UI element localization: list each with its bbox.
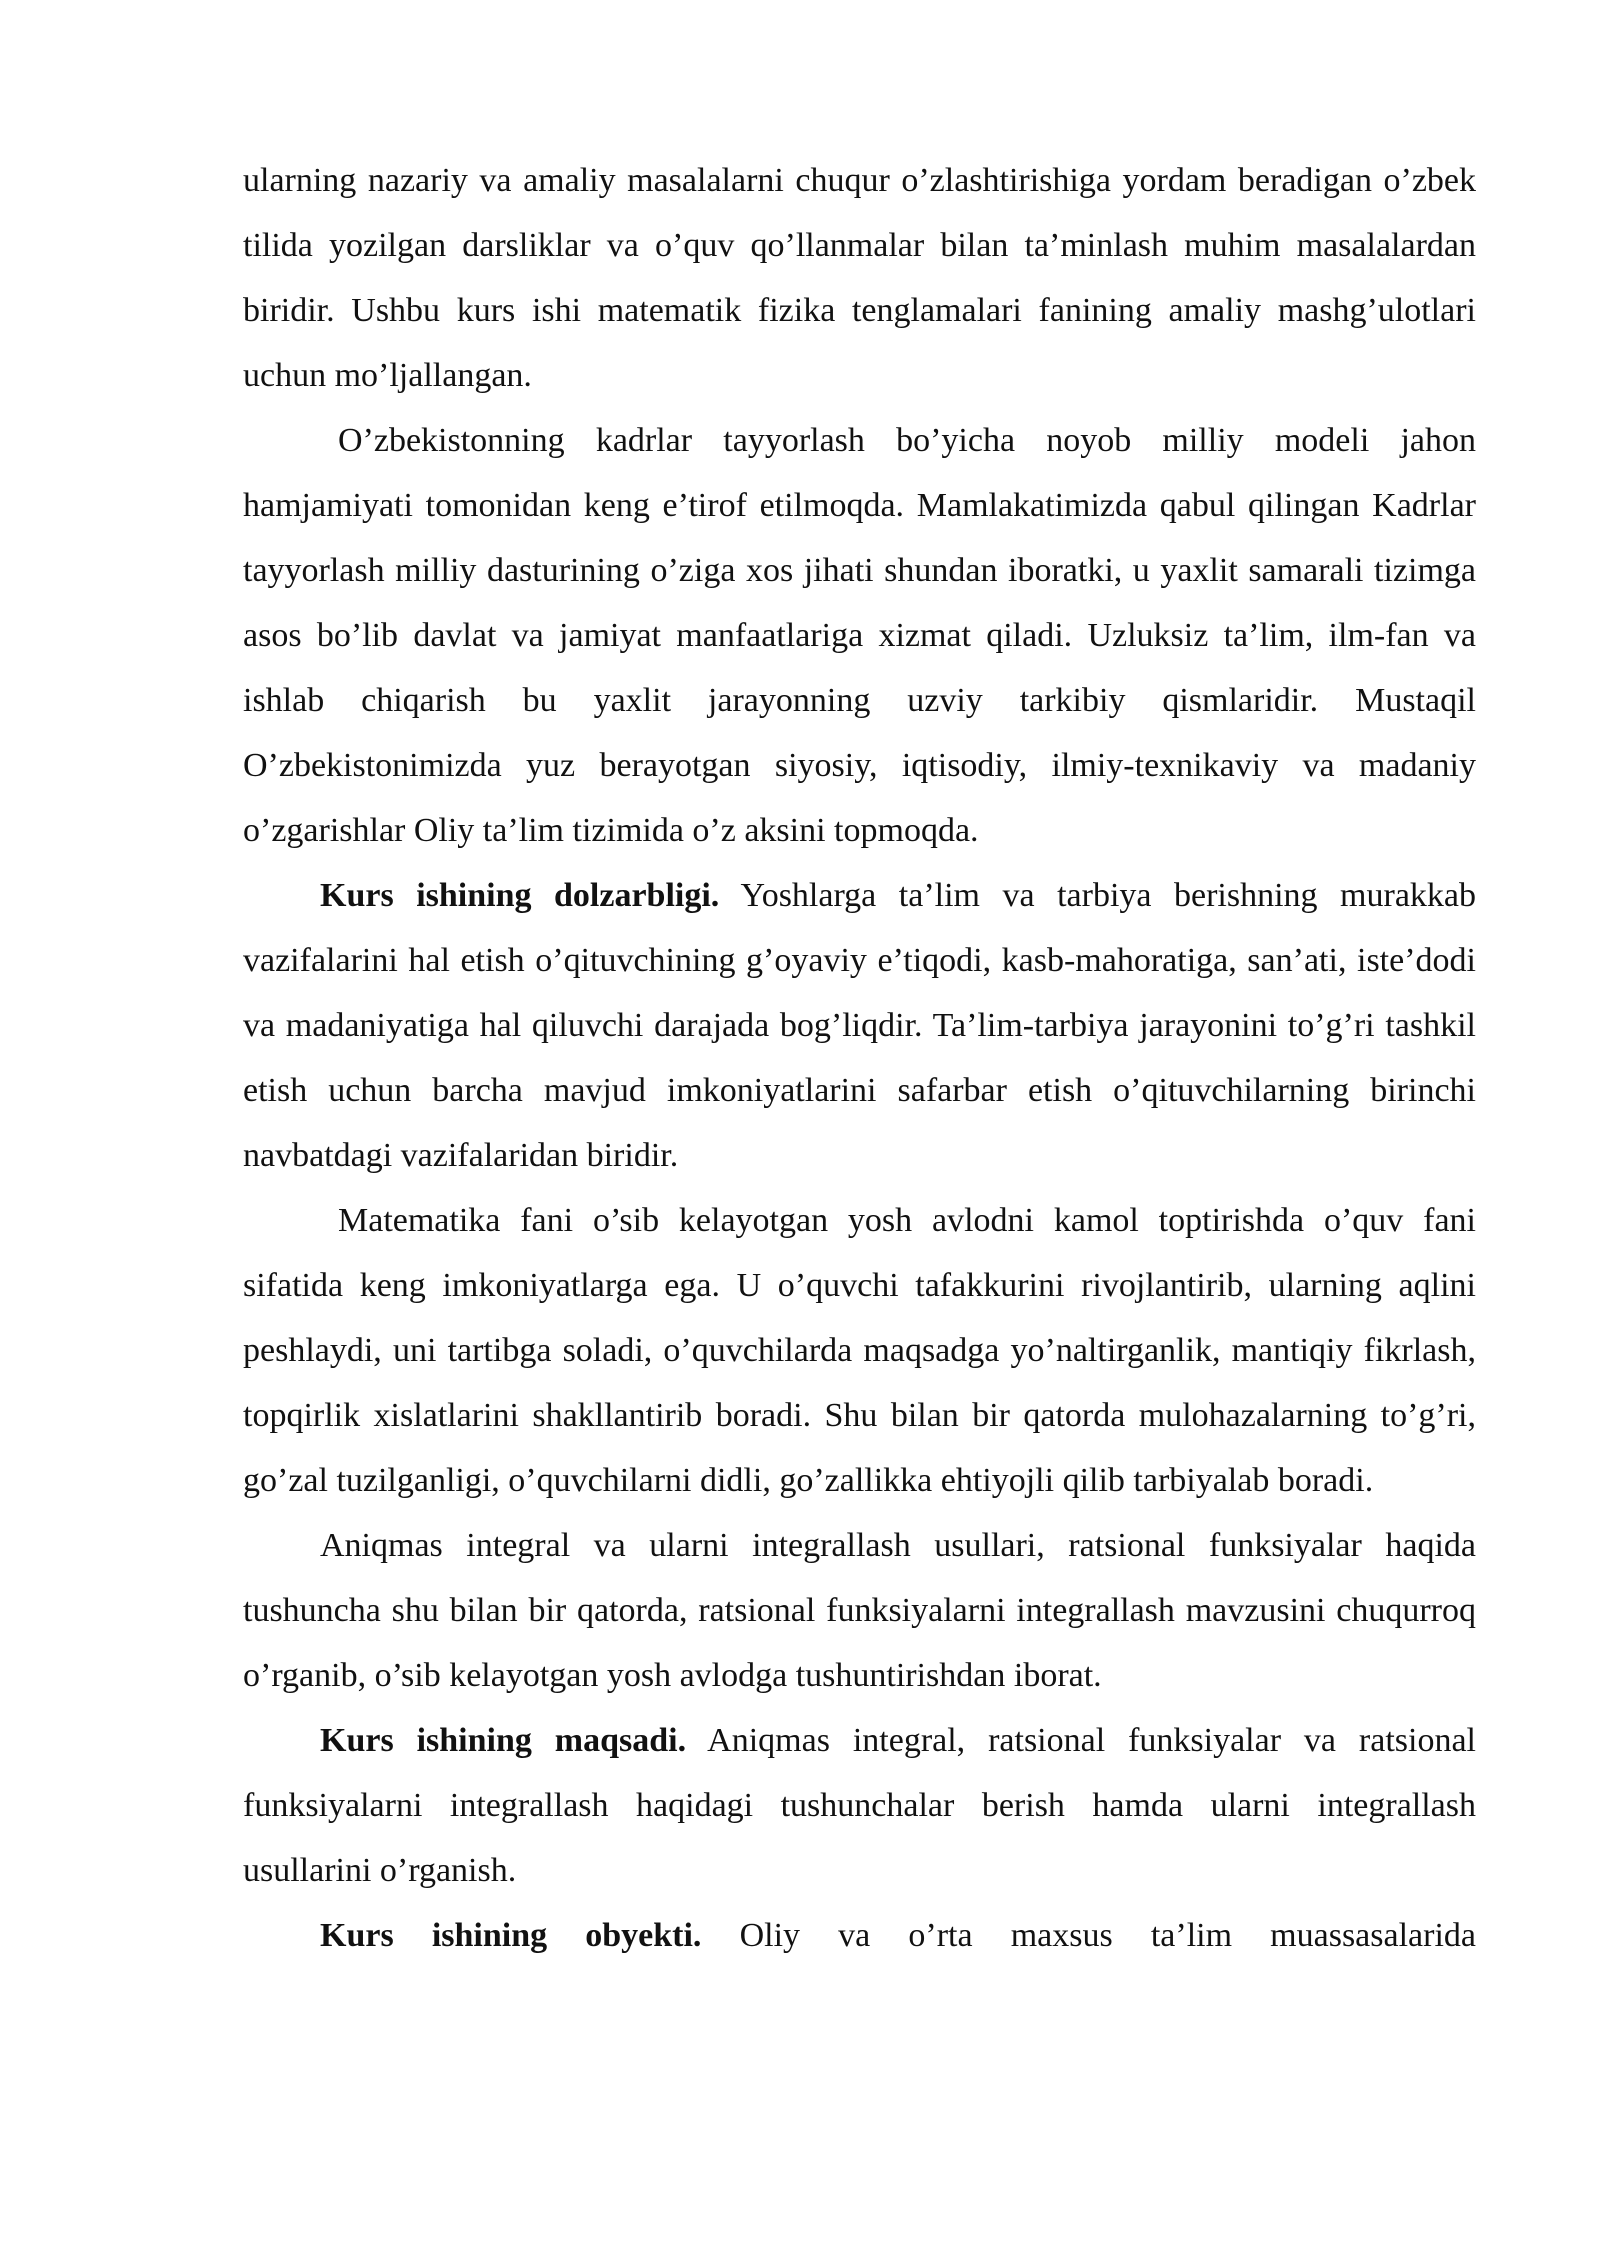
- paragraph-text: O’zbekistonning kadrlar tayyorlash bo’yicha noyob milliy modeli jahon hamjamiyati tomonidan keng e’tirof etilmoqda. Mamlakatimizda qabul qilingan Kadrlar tayyorlash milliy dasturining o’ziga xos jihati shundan iboratki, u yaxlit samarali tizimga asos bo’lib davlat va jamiyat manfaatlariga xizmat qiladi. Uzluksiz ta’lim, ilm-fan va ishlab chiqarish bu yaxlit jarayonning uzviy tarkibiy qismlaridir. Mustaqil O’zbekistonimizda yuz berayotgan siyosiy, iqtisodiy, ilmiy-texnikaviy va madaniy o’zgarishlar Oliy ta’lim tizimida o’z aksini topmoqda.: [243, 422, 1476, 849]
- paragraph-heading-object: Kurs ishining obyekti.: [320, 1917, 702, 1954]
- paragraph-text: Aniqmas integral, ratsional funksiyalar va ratsional funksiyalarni integrallash haqidagi tushunchalar berish hamda ularni integrallash usullarini o’rganish.: [243, 1722, 1476, 1889]
- paragraph-text: ularning nazariy va amaliy masalalarni chuqur o’zlashtirishiga yordam beradigan o’zbek tilida yozilgan darsliklar va o’quv qo’llanmalar bilan ta’minlash muhim masalalardan biridir. Ushbu kurs ishi matematik fizika tenglamalari fanining amaliy mashg’ulotlari uchun mo’ljallangan.: [243, 162, 1476, 394]
- paragraph-object: [243, 1903, 1476, 1968]
- paragraph-relevance: [243, 863, 1476, 1188]
- paragraph-text: Matematika fani o’sib kelayotgan yosh avlodni kamol toptirishda o’quv fani sifatida keng imkoniyatlarga ega. U o’quvchi tafakkurini rivojlantirib, ularning aqlini peshlaydi, uni tartibga soladi, o’quvchilarda maqsadga yo’naltirganlik, mantiqiy fikrlash, topqirlik xislatlarini shakllantirib boradi. Shu bilan bir qatorda mulohazalarning to’g’ri, go’zal tuzilganligi, o’quvchilarni didli, go’zallikka ehtiyojli qilib tarbiyalab boradi.: [243, 1202, 1476, 1499]
- paragraph-heading-relevance: Kurs ishining dolzarbligi.: [320, 877, 720, 914]
- paragraph-heading-goal: Kurs ishining maqsadi.: [320, 1722, 687, 1759]
- paragraph-text: Yoshlarga ta’lim va tarbiya berishning murakkab vazifalarini hal etish o’qituvchining g’oyaviy e’tiqodi, kasb-mahoratiga, san’ati, iste’dodi va madaniyatiga hal qiluvchi darajada bog’liqdir. Ta’lim-tarbiya jarayonini to’g’ri tashkil etish uchun barcha mavjud imkoniyatlarini safarbar etish o’qituvchilarning birinchi navbatdagi vazifalaridan biridir.: [243, 877, 1476, 1174]
- document-page: [243, 148, 1476, 1968]
- paragraph-intro-continuation: [243, 148, 1476, 408]
- paragraph-indefinite-integral: [243, 1513, 1476, 1708]
- paragraph-goal: [243, 1708, 1476, 1903]
- paragraph-mathematics: [243, 1188, 1476, 1513]
- paragraph-text: Aniqmas integral va ularni integrallash usullari, ratsional funksiyalar haqida tushuncha shu bilan bir qatorda, ratsional funksiyalarni integrallash mavzusini chuqurroq o’rganib, o’sib kelayotgan yosh avlodga tushuntirishdan iborat.: [243, 1527, 1476, 1694]
- paragraph-text: Oliy va o’rta maxsus ta’lim muassasalarida: [701, 1917, 1476, 1954]
- paragraph-uzbekistan-cadres: [243, 408, 1476, 863]
